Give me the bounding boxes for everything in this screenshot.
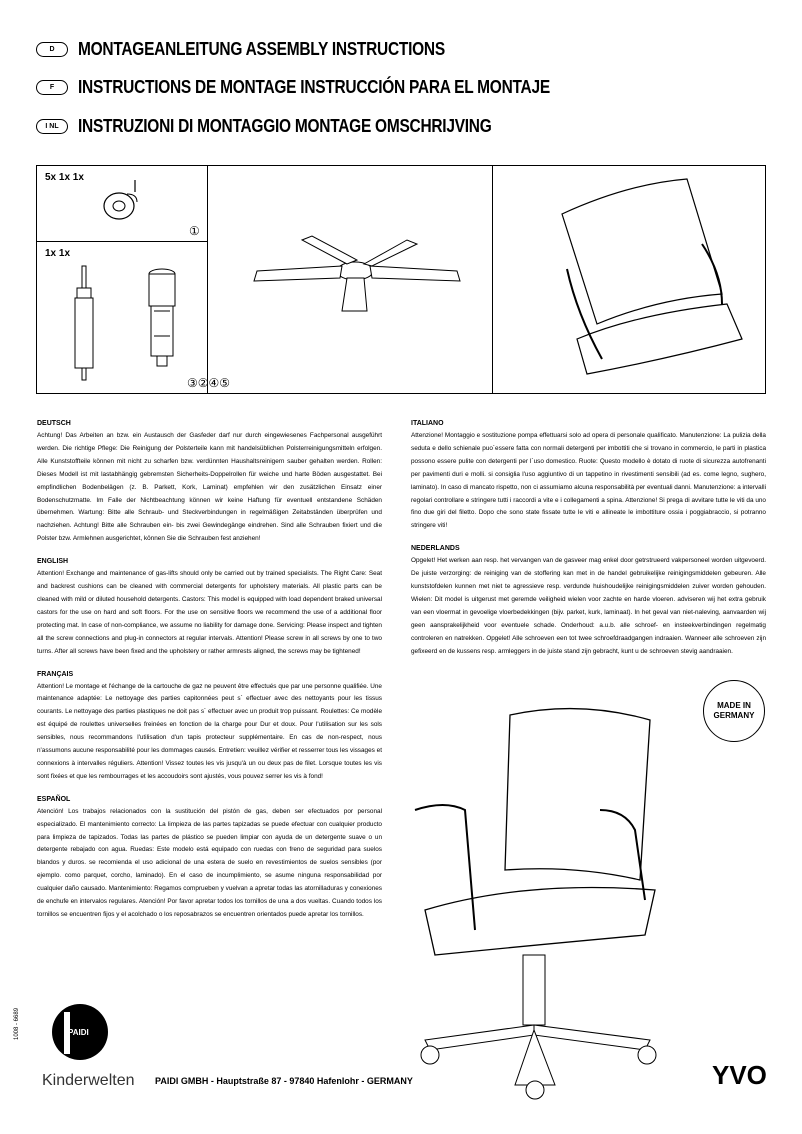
section-text-es: Atención! Los trabajos relacionados con la sustitución del pistón de gas, deben ser efectuados por personal especializado. El mantenimiento correcto: La limpieza de las partes tapizadas se puede efectuar con cualquier producto para limpieza de tapizados. Todas las partes de plástico se pueden limpiar con ayuda de un detergente suave o un detergente rebajado con agua. Ruedas: Este modelo está equipado con ruedas con freno de seguridad para suelos blandos y duros. se recomienda el uso adicional de una estera de suelo en revestimientos de suelos sensibles (por ejemplo. como parquet, corcho, laminado). En el caso de incumplimiento, se asume ninguna responsabilidad por cualquier daño causado. Mantenimiento: Regamos comprueben y vuelvan a apretar todas las atornilladuras y conexiones de enchufe en intervalos regulares. Atención! Por favor apretar todos los tornillos de una a dos vueltas. Cuando todos los tornillos se encuentren fijos y el acolchado o los reposabrazos se encuentren orientados puede apretar los tornillos. xyxy=(37,807,382,918)
section-heading-fr: FRANÇAIS xyxy=(37,670,74,678)
section-heading-nl: NEDERLANDS xyxy=(411,545,460,553)
header-row-de xyxy=(36,39,505,60)
badge-line: GERMANY xyxy=(713,711,755,720)
section-text-it: Attenzione! Montaggio e sostituzione pompa effettuarsi solo ad opera di personale qualificato. Manutenzione: La pulizia della seduta e dello schienale puo´essere fatta con normali detergenti per imbottiti che si trovano in commercio, le parti in plastica possono essere pulite con detergenti per l´uso domestico. Ruote: Questo modello è dotato di ruote di sicurezza autofrenanti per pavimenti duri e molli. si consiglia l'uso aggiuntivo di un tappetino in rivestimenti sensibili (ad es. come legno, sughero, laminato). In caso di mancato rispetto, non ci assumiamo alcuna responsabilità per eventuali danni. Manutenzione: a intervalli regolari controllare e stringere tutti i raccordi a vite e i collegamenti a spina. Attenzione! Si prega di avvitare tutte le viti da uno fino due giri del filetto. Dopo che sono state fissate tutte le viti e allineate le imbottiture ossia i poggiabraccio, si potranno stringere viti! xyxy=(411,432,766,530)
section-heading-de: DEUTSCH xyxy=(37,420,71,427)
badge-line: MADE IN xyxy=(717,701,751,710)
panel-divider xyxy=(207,166,208,393)
header-title: INSTRUCTIONS DE MONTAGE INSTRUCCIÓN PARA EL MONTAJE xyxy=(78,77,550,97)
lang-badge: I NL xyxy=(36,119,68,134)
gas-lift-cover-icon xyxy=(142,266,187,376)
gas-lift-icon xyxy=(65,264,105,384)
castor-icon xyxy=(97,176,147,226)
section-heading-en: ENGLISH xyxy=(37,558,69,566)
header-title: INSTRUZIONI DI MONTAGGIO MONTAGE OMSCHRIJVING xyxy=(78,116,492,136)
panel-divider xyxy=(37,241,207,242)
assembly-illustration-panel xyxy=(36,165,766,394)
company-address: PAIDI GMBH - Hauptstraße 87 - 97840 Hafenlohr - GERMANY xyxy=(155,1076,413,1086)
step-numbers: ③②④⑤ xyxy=(187,376,231,390)
section-heading-es: ESPAÑOL xyxy=(37,795,71,803)
step-number: ① xyxy=(189,224,200,238)
made-in-germany-badge xyxy=(703,680,765,742)
brand-name: PAIDI xyxy=(68,1028,89,1037)
chair-base-icon xyxy=(242,226,472,316)
lang-badge: D xyxy=(36,42,68,57)
header-title: MONTAGEANLEITUNG ASSEMBLY INSTRUCTIONS xyxy=(78,39,445,59)
section-text-de: Achtung! Das Arbeiten an bzw. ein Austausch der Gasfeder darf nur durch eingewiesenes Fachpersonal ausgeführt werden. Die richtige Pflege: Die Reinigung der Polsterteile kann mit handelsüblichen Polsterreinigungsmitteln erfolgen. Alle Kunststoffteile können mit nicht zu scharfen bzw. verdünnten Haushaltsreinigern sauber gehalten werden. Rollen: Dieses Modell ist mit lastabhängig gebremsten Sicherheits-Doppelrollen für weiche und harte Böden ausgestattet. Bei empfindlichen Bodenbelägen (z. B. Parkett, Kork, Laminat) empfehlen wir den zusätzlichen Einsatz einer Bodenschutzmatte. Im Falle der Nichtbeachtung können wir keine Haftung für eventuell entstandene Schäden übernehmen. Wartung: Bitte alle Schraub- und Steckverbindungen in regelmäßigen Zeitabständen überprüfen und nachziehen. Achtung! Bitte alle Schrauben ein- bis zwei Gewindegänge eindrehen. Sind alle Schrauben fixiert und die Polster bzw. Armlehnen ausgerichtet, können Sie die Schrauben fest anziehen! xyxy=(37,432,382,543)
assembled-chair-icon xyxy=(405,700,675,1100)
lang-badge: F xyxy=(36,80,68,95)
instructions-column-right xyxy=(411,418,766,669)
section-text-nl: Opgelet! Het werken aan resp. het vervangen van de gasveer mag enkel door getrstrueerd vakpersoneel worden uitgevoerd. De juiste verzorging: de reiniging van de stoffering kan met in de handel gebruikelijke reinigingsmiddelen gebeuren. Alle kunststofdelen kunnen met niet te agressieve resp. verdunde huishoudelijke reinigingsmiddelen zuiver worden gehouden. Wielen: Dit model is uitgerust met geremde veiligheid wielen voor zachte en harde vloeren. adviseren wij het extra gebruik van een vloermat in gevoelige vloerbedekkingen (bijv. parket, kurk, laminaat). In het geval van niet-naleving, aanvaarden wij geen aansprakelijkheid voor eventuele schade. Onderhoud: a.u.b. alle schroef- en insteekverbindingen regelmatig controleren en natrekken. Opgelet! Alle schroeven een tot twee schroefdraadgangen indraaien. Wanneer alle schroeven zijn gefixeerd en de kussens resp. armleggers in de juiste stand zijn gebracht, kunt u de schroeven stevig aandraaien. xyxy=(411,557,766,655)
chair-seat-backrest-icon xyxy=(517,174,757,389)
model-name: YVO xyxy=(712,1060,767,1090)
header-row-it-nl xyxy=(36,116,559,137)
brand-tagline: Kinderwelten xyxy=(42,1072,135,1089)
section-heading-it: ITALIANO xyxy=(411,420,444,427)
section-text-en: Attention! Exchange and maintenance of gas-lifts should only be carried out by trained specialists. The Right Care: Seat and backrest cushions can be cleaned with commercial detergents for upholstery materials. All plastic parts can be cleaned with mild or diluted household detergents. Castors: This model is equipped with load dependent braked universal castors for the use on hard and soft floors. For the use on sensitive floors we recommend the use of a additional floor protecting mat. In case of non-compliance, we assume no liability for damage done. Servicing: Please inspect and tighten all the screw connections and plug-in connectors at regular intervals. Attention! Please screw in all screws by one to two turns. After all screws have been fixed and the upholstery or rather armrests aligned, the screws may be tightened! xyxy=(37,570,382,655)
instructions-column-left xyxy=(37,418,382,932)
parts-quantity-label: 1x 1x xyxy=(45,248,71,259)
document-code: 1008 - 6689 xyxy=(14,1007,20,1040)
panel-divider xyxy=(492,166,493,393)
section-text-fr: Attention! Le montage et l'échange de la cartouche de gaz ne peuvent être effectués que par une personne qualifiée. Une maintenance adaptée: Le nettoyage des parties capitonnées peut s´ effectuer avec des nettoyants pour les tissus courants. Le nettoyage des parties plastiques ne doit pas s´ effectuer avec un produit trop puissant. Roulettes: Ce modèle est équipé de roulettes universelles freinées en fonction de la charge pour Dur et doux. Pour l'utilisation sur les sols sensibles, nous recommandons l'utilisation d'un tapis protecteur supplémentaire. En cas de non-respect, nous n'assumons aucune responsabilité pour les dommages causés. Entretien: veuillez vérifier et resserrer tous les vissages et connexions à intervalles réguliers. Attention! Vissez toutes les vis jusqu'à un ou deux pas de filet. Lorsque toutes les vis sont fixées et que les rembourrages et les accoudoirs sont ajustés, vous pouvez serrer les vis à fond! xyxy=(37,682,382,780)
header-row-fr xyxy=(36,77,627,98)
parts-quantity-label: 5x 1x 1x xyxy=(45,172,84,183)
